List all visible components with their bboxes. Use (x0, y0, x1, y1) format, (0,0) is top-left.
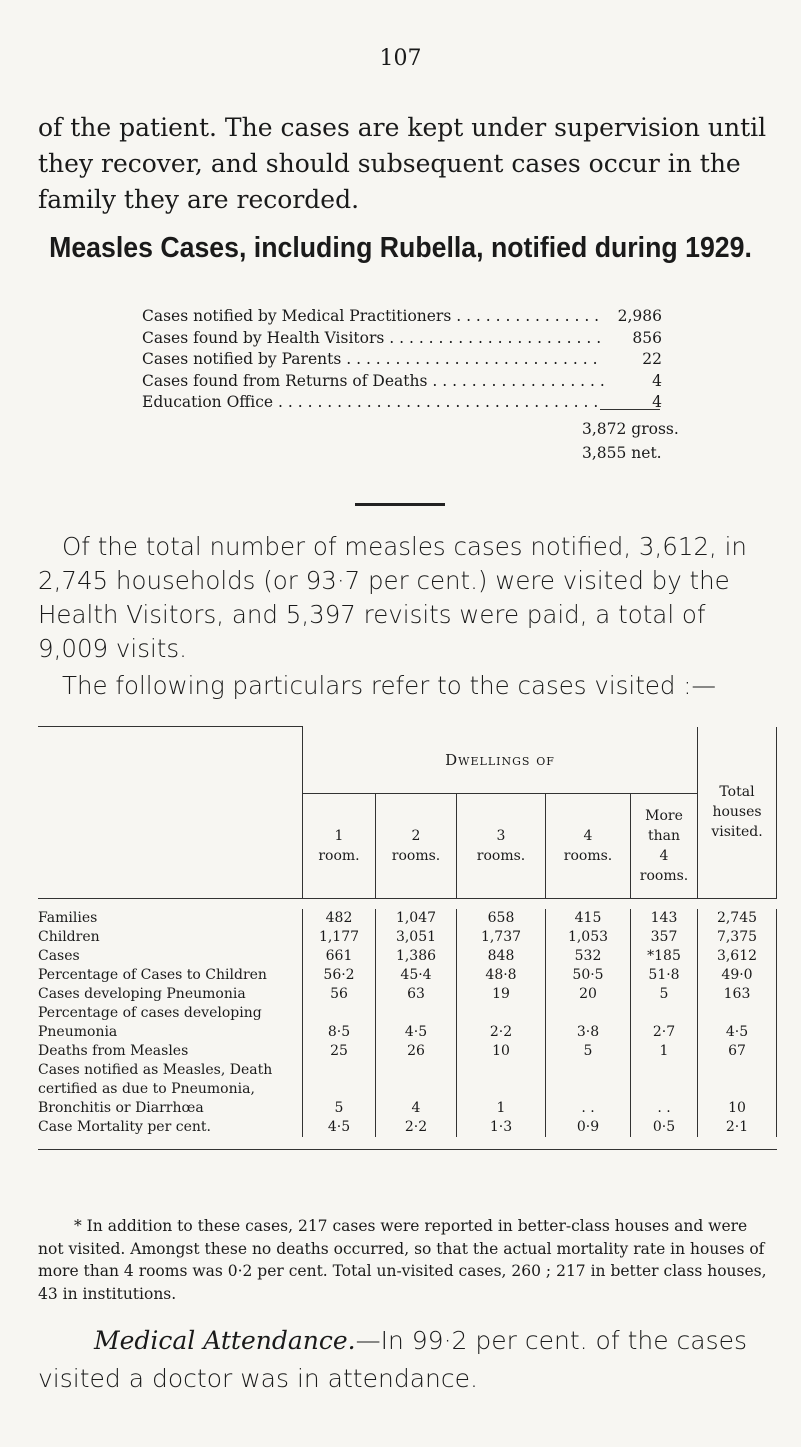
table-cell: 1·3 (457, 1118, 546, 1137)
table-row (38, 928, 777, 947)
row-label: Families (38, 909, 98, 926)
table-cell: 532 (546, 947, 631, 966)
column-header-line: 4 (659, 847, 669, 864)
table-body (38, 898, 777, 1149)
table-cell: 5 (631, 985, 698, 1004)
table-cell: 49·0 (698, 966, 777, 985)
table-spacer (38, 898, 777, 909)
table-cell: 1,177 (303, 928, 376, 947)
case-row (142, 328, 662, 350)
table-cell: 2·2 (376, 1118, 457, 1137)
case-label: Cases notified by Parents . . . (142, 349, 604, 371)
row-label: Percentage of Cases to Children (38, 966, 267, 983)
table-cell: 4·5 (698, 1004, 777, 1042)
case-label: Cases found by Health Visitors . . . (142, 328, 604, 350)
table-cell: 51·8 (631, 966, 698, 985)
case-value: 856 (632, 328, 662, 347)
case-label: Education Office . . . (142, 392, 604, 414)
table-cell: 0·5 (631, 1118, 698, 1137)
table-cell: 19 (457, 985, 546, 1004)
table-cell: 1,047 (376, 909, 457, 928)
table-row (38, 1042, 777, 1061)
row-label: Case Mortality per cent. (38, 1118, 211, 1135)
table-cell: 1,737 (457, 928, 546, 947)
table-row (38, 947, 777, 966)
case-value: 2,986 (617, 307, 662, 325)
table-cell: . . (546, 1061, 631, 1118)
table-cell: 2·1 (698, 1118, 777, 1137)
column-header-line: rooms. (563, 847, 613, 864)
case-row (142, 392, 662, 414)
table-cell: 20 (546, 985, 631, 1004)
table-cell: 48·8 (457, 966, 546, 985)
case-value: 4 (652, 371, 662, 390)
intro-paragraph: of the patient. The cases are kept under supervision until they recover, and should subsequent cases occur in the family they are recorded. (38, 113, 767, 214)
table-cell: 50·5 (546, 966, 631, 985)
table-row (38, 966, 777, 985)
totals-rule (600, 409, 660, 410)
table-cell: 4 (376, 1061, 457, 1118)
row-label: Cases notified as Measles, Death certified as due to Pneumonia, Bronchitis or Diarrhœa (38, 1061, 273, 1116)
table-cell: 10 (698, 1061, 777, 1118)
table-cell: 56 (303, 985, 376, 1004)
total-gross: 3,872 gross. (582, 420, 679, 438)
table-cell: 163 (698, 985, 777, 1004)
table-cell: 661 (303, 947, 376, 966)
column-header-line: 2 (411, 827, 421, 844)
table-cell: 357 (631, 928, 698, 947)
table-cell: 56·2 (303, 966, 376, 985)
table-cell: 482 (303, 909, 376, 928)
table-row (38, 1004, 777, 1042)
dwellings-table (38, 726, 777, 1150)
table-cell: 658 (457, 909, 546, 928)
table-row (38, 1061, 777, 1118)
table-cell: 63 (376, 985, 457, 1004)
table-row (38, 909, 777, 928)
table-cell: 3·8 (546, 1004, 631, 1042)
table-corner (38, 727, 303, 899)
table-cell: . . (631, 1061, 698, 1118)
case-row (142, 306, 662, 328)
footnote: * In addition to these cases, 217 cases were reported in better-class houses and were not visited. Amongst these no deaths occurred, so that the actual mortality rate in houses of more than 4 rooms was 0·2 per cent. Total un-visited cases, 260 ; 217 in better class houses, 43 in institutions. (38, 1217, 767, 1303)
column-header-line: rooms. (476, 847, 526, 864)
row-label: Percentage of cases developing Pneumonia (38, 1004, 262, 1040)
table-row (38, 1118, 777, 1137)
table-cell: 8·5 (303, 1004, 376, 1042)
table-cell: 5 (546, 1042, 631, 1061)
case-label: Cases notified by Medical Practitioners . . . (142, 306, 604, 328)
page-number: 107 (379, 46, 422, 71)
particulars-intro: The following particulars refer to the cases visited :— (62, 671, 716, 700)
column-header (303, 793, 376, 898)
total-net: 3,855 net. (582, 444, 662, 462)
table-cell: 3,051 (376, 928, 457, 947)
table-cell: 10 (457, 1042, 546, 1061)
table-cell: 45·4 (376, 966, 457, 985)
table-cell: 3,612 (698, 947, 777, 966)
section-divider (355, 503, 445, 506)
column-header-line: room. (318, 847, 360, 864)
case-row (142, 349, 662, 371)
column-header-line: 3 (496, 827, 506, 844)
table-cell: 5 (303, 1061, 376, 1118)
case-value: 4 (652, 393, 662, 412)
medical-attendance-text: —In 99·2 per cent. of the cases visited a doctor was in attendance. (38, 1326, 748, 1393)
case-value: 22 (642, 350, 662, 369)
column-header (376, 793, 457, 898)
row-label: Cases (38, 947, 80, 964)
column-header-line: More than (645, 807, 683, 844)
column-header-line: rooms. (639, 867, 689, 884)
case-source-list (142, 306, 662, 414)
column-header-line: 1 (334, 827, 344, 844)
section-heading: Measles Cases, including Rubella, notified during 1929. (49, 232, 752, 264)
row-label: Cases developing Pneumonia (38, 985, 246, 1002)
table-cell: 2·7 (631, 1004, 698, 1042)
table-cell: 0·9 (546, 1118, 631, 1137)
table-cell: 415 (546, 909, 631, 928)
table-cell: 848 (457, 947, 546, 966)
table-cell: 4·5 (376, 1004, 457, 1042)
totals (582, 417, 679, 465)
table-cell: 7,375 (698, 928, 777, 947)
row-label: Deaths from Measles (38, 1042, 189, 1059)
row-label: Children (38, 928, 100, 945)
table-cell: 143 (631, 909, 698, 928)
table-cell: *185 (631, 947, 698, 966)
column-header-line: 4 (583, 827, 593, 844)
table-end-row (38, 1137, 777, 1150)
table-cell: 1 (457, 1061, 546, 1118)
table-cell: 2,745 (698, 909, 777, 928)
table-cell: 2·2 (457, 1004, 546, 1042)
column-header (546, 793, 631, 898)
table-cell: 25 (303, 1042, 376, 1061)
table-cell: 26 (376, 1042, 457, 1061)
column-header (457, 793, 546, 898)
column-header (631, 793, 698, 898)
table-cell: 67 (698, 1042, 777, 1061)
case-label: Cases found from Returns of Deaths . . . (142, 371, 604, 393)
table-cell: 1,386 (376, 947, 457, 966)
total-houses-header: Total houses visited. (698, 727, 777, 899)
table-cell: 1,053 (546, 928, 631, 947)
medical-attendance-title: Medical Attendance. (94, 1326, 356, 1355)
table-cell: 4·5 (303, 1118, 376, 1137)
case-row (142, 371, 662, 393)
visits-paragraph: Of the total number of measles cases notified, 3,612, in 2,745 households (or 93·7 per cent.) were visited by the Health Visitors, and 5,397 revisits were paid, a total of 9,009 visits. (38, 532, 747, 663)
table-cell: 1 (631, 1042, 698, 1061)
column-header-line: rooms. (391, 847, 441, 864)
medical-attendance-paragraph (38, 1322, 768, 1398)
table-bottom-rule (38, 1137, 777, 1150)
table-row (38, 985, 777, 1004)
dwellings-group-header: Dwellings of (303, 727, 698, 794)
